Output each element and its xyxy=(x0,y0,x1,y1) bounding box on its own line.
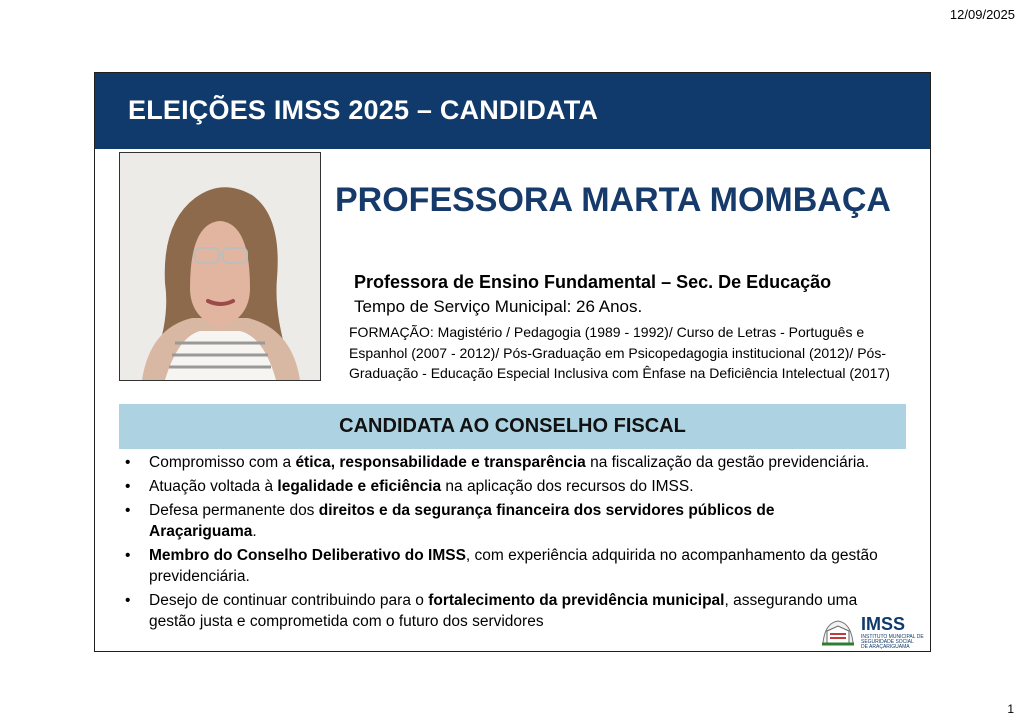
candidate-photo xyxy=(119,152,321,381)
candidate-role: Professora de Ensino Fundamental – Sec. De Educação xyxy=(354,272,832,292)
imss-logo xyxy=(817,613,927,649)
candidate-slide xyxy=(94,72,931,652)
header-title: ELEIÇÕES IMSS 2025 – CANDIDATA xyxy=(128,95,599,125)
service-time: Tempo de Serviço Municipal: 26 Anos. xyxy=(354,297,643,316)
candidate-formation: FORMAÇÃO: Magistério / Pedagogia (1989 - 1992)/ Curso de Letras - Português e Espanhol (2007 - 2012)/ Pós-Graduação em Psicopedagogia institucional (2012)/ Pós-Graduação - Educação Especial Inclusiva com Ênfase na Deficiência Intelectual (2017) xyxy=(349,324,890,381)
imss-logo-subtitle-2: SEGURIDADE SOCIAL xyxy=(861,639,914,645)
imss-logo-subtitle-3: DE ARAÇARIGUAMA xyxy=(861,644,910,649)
banner-title: CANDIDATA AO CONSELHO FISCAL xyxy=(339,415,686,437)
commitment-item: • Desejo de continuar contribuindo para o fortalecimento da previdência municipal, assegurando uma gestão justa e comprometida com o futuro dos servidores xyxy=(119,590,879,632)
commitment-item: • Membro do Conselho Deliberativo do IMSS, com experiência adquirida no acompanhamento da gestão previdenciária. xyxy=(119,545,879,587)
page-number: 1 xyxy=(1007,702,1014,716)
commitment-item: • Defesa permanente dos direitos e da segurança financeira dos servidores públicos de Araçariguama. xyxy=(119,500,879,542)
commitment-item: • Compromisso com a ética, responsabilidade e transparência na fiscalização da gestão previdenciária. xyxy=(119,452,879,473)
imss-logo-text: IMSS xyxy=(861,614,906,634)
council-banner xyxy=(119,404,906,449)
page-date: 12/09/2025 xyxy=(949,7,1015,22)
header-bar xyxy=(95,73,930,149)
commitment-list xyxy=(119,452,879,635)
candidate-name: PROFESSORA MARTA MOMBAÇA xyxy=(335,181,891,219)
commitment-item: • Atuação voltada à legalidade e eficiência na aplicação dos recursos do IMSS. xyxy=(119,476,879,497)
imss-logo-subtitle-1: INSTITUTO MUNICIPAL DE xyxy=(861,634,924,640)
city-coat-of-arms-icon xyxy=(822,621,854,644)
candidate-portrait-icon xyxy=(120,153,320,380)
